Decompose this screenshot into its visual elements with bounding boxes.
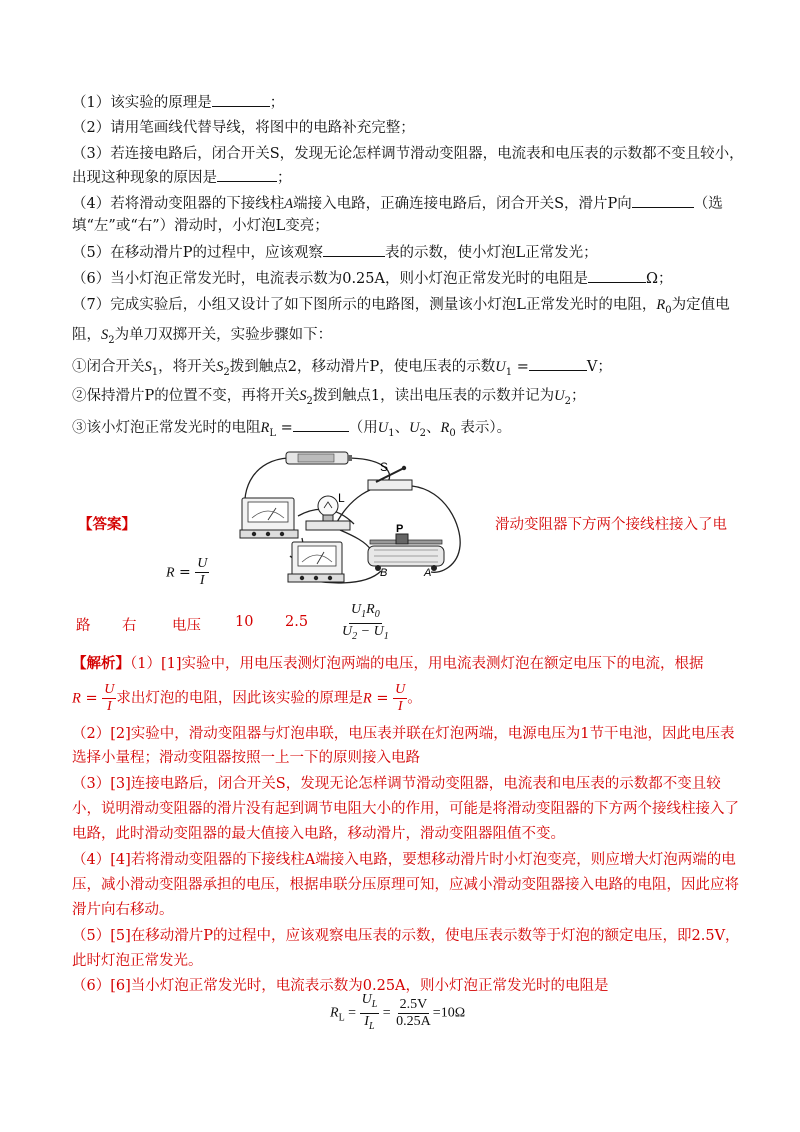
answer-2: 滑动变阻器下方两个接线柱接入了电 <box>495 517 727 533</box>
circuit-figure <box>236 446 472 592</box>
voltmeter-icon <box>288 542 344 582</box>
answer-7: 2.5 <box>285 614 309 630</box>
analysis-3-line3: 电路，此时滑动变阻器的最大值接入电路，移动滑片，滑动变阻器阻值不变。 <box>72 826 565 842</box>
step-3: ③该小灯泡正常发光时的电阻$R_L$ = （用$U_1$、$U_2$、$R_0$ 表示）。 <box>72 417 511 444</box>
analysis-5-line1: （5）[5]在移动滑片P的过程中，应该观察电压表的示数，使电压表示数等于灯泡的额定电压，即2.5V， <box>72 928 740 944</box>
question-4-line2: 填“左”或“右”）滑动时，小灯泡L变亮； <box>72 218 329 234</box>
question-2: （2）请用笔画线代替导线，将图中的电路补充完整； <box>72 120 415 136</box>
analysis-1-line2: R = $\frac{U}{I}$ 求出灯泡的电阻，因此该实验的原理是R = $\frac{U}{I}$ 。 <box>72 682 422 714</box>
answer-4: 右 <box>122 618 137 634</box>
answer-5: 电压 <box>172 618 201 634</box>
step-1: ①闭合开关$S_1$，将开关$S_2$拨到触点2，移动滑片P，使电压表的示数$U_1 = V$； <box>72 356 612 383</box>
resistance-equation: $R_L$ = $\frac{U_L}{I_L}$ = $\frac{2.5V}{0.25A}$ =10Ω <box>330 992 466 1032</box>
figure-label-s: S <box>380 460 389 474</box>
answer-2-cont: 路 <box>76 618 91 634</box>
battery-icon <box>286 452 352 464</box>
figure-label-b: B <box>380 567 388 579</box>
question-4-line1: （4）若将滑动变阻器的下接线柱A端接入电路，正确连接电路后，闭合开关S，滑片P向 （选 <box>72 193 723 214</box>
question-7-line1: （7）完成实验后，小组又设计了如下图所示的电路图，测量该小灯泡L正常发光时的电阻，$R_0$为定值电 <box>72 297 730 316</box>
step-2: ②保持滑片P的位置不变，再将开关$S_2$拨到触点1，读出电压表的示数并记为$U_2$； <box>72 388 586 407</box>
analysis-4-line3: 滑片向右移动。 <box>72 902 174 918</box>
analysis-6: （6）[6]当小灯泡正常发光时，电流表示数为0.25A，则小灯泡正常发光时的电阻是 <box>72 978 609 994</box>
question-7-line2: 阻，$S_2$为单刀双掷开关，实验步骤如下： <box>72 327 333 346</box>
question-6: （6）当小灯泡正常发光时，电流表示数为0.25A，则小灯泡正常发光时的电阻是 Ω； <box>72 268 673 289</box>
figure-label-p: P <box>396 523 404 535</box>
question-5: （5）在移动滑片P的过程中，应该观察 表的示数，使小灯泡L正常发光； <box>72 242 598 263</box>
analysis-2-line1: （2）[2]实验中，滑动变阻器与灯泡串联，电压表并联在灯泡两端，电源电压为1节干电池，因此电压表 <box>72 726 735 742</box>
figure-label-l: L <box>338 491 345 505</box>
analysis-1-line1: 【解析】（1）[1]实验中，用电压表测灯泡两端的电压，用电流表测灯泡在额定电压下的电流，根据 <box>72 655 704 672</box>
analysis-5-line2: 此时灯泡正常发光。 <box>72 953 203 969</box>
analysis-4-line1: （4）[4]若将滑动变阻器的下接线柱A端接入电路，要想移动滑片时小灯泡变亮，则应增大灯泡两端的电 <box>72 852 736 868</box>
answer-8-fraction: $\frac{U_1R_0}{U_2 - U_1}$ <box>342 602 389 642</box>
question-1: （1）该实验的原理是 ； <box>72 92 284 113</box>
question-3-line2: 出现这种现象的原因是 ； <box>72 167 292 188</box>
figure-label-a: A <box>424 567 432 579</box>
question-3-line1: （3）若连接电路后，闭合开关S，发现无论怎样调节滑动变阻器，电流表和电压表的示数都不变且较小， <box>72 146 744 162</box>
analysis-3-line1: （3）[3]连接电路后，闭合开关S，发现无论怎样调节滑动变阻器，电流表和电压表的示数都不变且较 <box>72 776 721 792</box>
rheostat-icon <box>368 534 444 571</box>
analysis-2-line2: 选择小量程；滑动变阻器按照一上一下的原则接入电路 <box>72 750 420 766</box>
answer-label: 【答案】 <box>78 516 136 533</box>
ammeter-icon <box>240 498 298 538</box>
answer-6: 10 <box>235 614 254 630</box>
analysis-4-line2: 压，减小滑动变阻器承担的电压，根据串联分压原理可知，应减小滑动变阻器接入电路的电阻，因此应将 <box>72 877 739 893</box>
answer-1: R = $\frac{U}{I}$ <box>166 556 208 588</box>
analysis-3-line2: 小，说明滑动变阻器的滑片没有起到调节电阻大小的作用，可能是将滑动变阻器的下方两个接线柱接入了 <box>72 801 739 817</box>
